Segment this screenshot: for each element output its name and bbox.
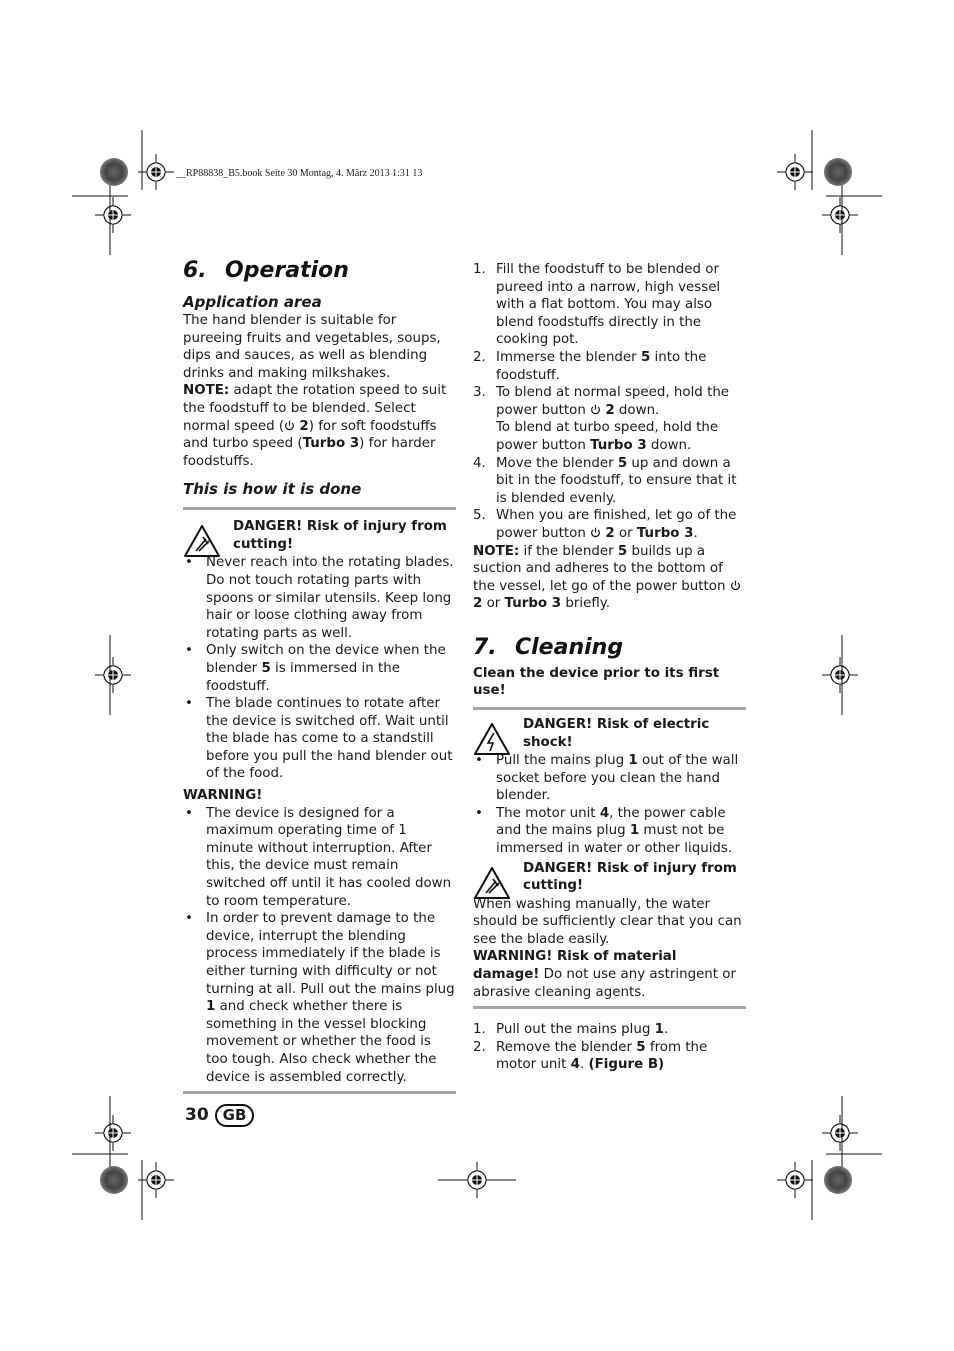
list-text: out of the wall socket before you clean the hand blender. (496, 753, 739, 804)
cut-hazard-icon (473, 866, 511, 900)
note-text: adapt the rotation speed to suit the foodstuff to be blended. Select normal speed ( (183, 383, 447, 434)
language-badge: GB (215, 1104, 255, 1127)
step-text: . (693, 525, 698, 541)
list-item: • The blade continues to rotate after the device is switched off. Wait until the blade has come to a standstill before you pull the hand blender out of the food. (183, 695, 456, 783)
step-item (473, 507, 746, 542)
note-text: ) for harder foodstuffs. (183, 436, 436, 469)
ref-5: 5 (617, 543, 628, 559)
ref-5: 5 (261, 660, 271, 676)
note-text: if the blender (519, 543, 618, 559)
section-7-heading (473, 635, 746, 661)
step-text: . (579, 1057, 589, 1073)
step-item (473, 384, 746, 454)
step-number: 3. (473, 385, 486, 401)
step-number: 5. (473, 508, 486, 524)
list-item: • Never reach into the rotating blades. Do not touch rotating parts with spoons or similar utensils. Keep long hair or loose clothing away from rotating parts as well. (183, 554, 456, 642)
divider (183, 1091, 456, 1094)
step-text: down. (614, 402, 660, 418)
electric-hazard-icon (473, 722, 511, 756)
list-text: In order to prevent damage to the device, interrupt the blending process immediately if the blade is either turning with difficulty or not turning at all. Pull out the mains plug (206, 911, 455, 997)
ref-5: 5 (617, 455, 628, 471)
danger-list (183, 554, 456, 783)
list-item (473, 805, 746, 858)
ref-turbo-3: Turbo 3 (590, 437, 647, 453)
step-text: Remove the blender (496, 1039, 637, 1055)
step-number: 2. (473, 349, 486, 365)
left-column (183, 258, 456, 1094)
ref-5: 5 (636, 1039, 646, 1055)
note-text: ) for soft foodstuffs and turbo speed ( (183, 418, 437, 452)
warning-list (183, 805, 456, 1087)
step-text: To blend at turbo speed, hold the power button (496, 420, 719, 453)
step-number: 2. (473, 1039, 486, 1055)
list-text: The motor unit (496, 805, 600, 821)
note-label: NOTE: (473, 543, 520, 559)
warning-label: WARNING! Risk of material damage! (473, 949, 677, 982)
step-text: up and down a bit in the foodstuff, to ensure that it is blended evenly. (496, 455, 737, 506)
list-text: is immersed in the foodstuff. (206, 660, 400, 694)
divider (183, 507, 456, 510)
step-text: Pull out the mains plug (496, 1022, 655, 1038)
ref-4: 4 (570, 1057, 580, 1073)
power-icon (590, 404, 601, 415)
divider (473, 707, 746, 710)
how-heading: This is how it is done (183, 480, 362, 499)
power-icon (590, 527, 601, 538)
section-6-heading (183, 258, 456, 284)
ref-2: 2 (299, 418, 309, 434)
power-icon (730, 580, 741, 591)
ref-turbo-3: Turbo 3 (504, 596, 562, 612)
ref-1: 1 (628, 753, 638, 769)
ref-5: 5 (640, 349, 651, 365)
step-item (473, 349, 746, 384)
warning-label: WARNING! (183, 788, 263, 804)
section-title: Operation (225, 258, 349, 283)
cut-text: When washing manually, the water should be sufficiently clear that you can see the blade easily. (473, 896, 742, 947)
figure-ref: (Figure B) (588, 1057, 665, 1073)
step-text: down. (646, 437, 692, 453)
step-text: To blend at normal speed, hold the power button (496, 385, 730, 418)
ref-turbo-3: Turbo 3 (302, 436, 360, 452)
cleaning-steps (473, 1021, 746, 1074)
ref-2: 2 (605, 525, 615, 541)
page-footer (185, 1104, 254, 1127)
ref-2: 2 (605, 402, 615, 418)
step-item (473, 261, 746, 349)
ref-1: 1 (654, 1022, 664, 1038)
step-text: into the foodstuff. (496, 349, 707, 383)
section-number: 7. (473, 634, 497, 660)
shock-list (473, 752, 746, 858)
ref-1: 1 (629, 823, 640, 839)
step-text: from the motor unit (496, 1039, 708, 1073)
step-text: or (614, 525, 637, 541)
step-text: When you are finished, let go of the power button (496, 508, 737, 541)
step-text: Immerse the blender (496, 349, 641, 365)
list-item: • The device is designed for a maximum operating time of 1 minute without interruption. After this, the device must remain switched off until it has cooled down to room temperature. (183, 805, 456, 911)
danger-label: DANGER! Risk of electric shock! (523, 717, 710, 750)
application-area-heading: Application area (183, 293, 322, 311)
list-item (183, 642, 456, 695)
ref-1: 1 (206, 999, 216, 1015)
list-item (473, 752, 746, 805)
step-number: 4. (473, 455, 486, 471)
operation-note (183, 382, 456, 470)
cut-hazard-icon (183, 524, 221, 558)
steps-note (473, 543, 746, 613)
ref-4: 4 (599, 805, 610, 821)
right-column (473, 261, 746, 1074)
list-text: , the power cable and the mains plug (496, 805, 726, 839)
note-text: or (482, 596, 505, 612)
step-item (473, 1021, 746, 1039)
danger-label: DANGER! Risk of injury from cutting! (233, 519, 447, 552)
step-item (473, 1039, 746, 1074)
cleaning-intro: Clean the device prior to its first use! (473, 665, 720, 699)
list-text: and check whether there is something in the vessel blocking movement or whether the food is too tough. Also check whether the device is assembled correctly. (206, 999, 437, 1085)
list-text: Only switch on the device when the blender (206, 643, 446, 676)
material-warning (473, 948, 746, 1001)
note-text: builds up a suction and adheres to the bottom of the vessel, let go of the power button (473, 543, 730, 594)
warning-text: Do not use any astringent or abrasive cleaning agents. (473, 967, 737, 1000)
operation-steps (473, 261, 746, 543)
ref-2: 2 (473, 596, 483, 612)
danger-label: DANGER! Risk of injury from cutting! (523, 860, 737, 894)
section-number: 6. (183, 258, 207, 283)
step-text: Move the blender (496, 455, 618, 471)
print-header: __RP88838_B5.book Seite 30 Montag, 4. März 2013 1:31 13 (176, 168, 423, 179)
ref-turbo-3: Turbo 3 (636, 525, 694, 541)
step-item (473, 455, 746, 508)
step-number: 1. (473, 1022, 486, 1038)
step-number: 1. (473, 262, 486, 277)
power-icon (284, 420, 295, 431)
note-label: NOTE: (183, 383, 230, 399)
danger-cut-warning (183, 518, 456, 554)
note-text: briefly. (561, 596, 611, 612)
list-item (183, 910, 456, 1086)
list-text: must not be immersed in water or other liquids. (496, 823, 733, 857)
page-number: 30 (185, 1105, 209, 1125)
danger-cut-warning (473, 860, 746, 896)
step-text: Fill the foodstuff to be blended or pureed into a narrow, high vessel with a flat bottom. You may also blend foodstuffs directly in the cooking pot. (496, 262, 721, 348)
application-area-text: The hand blender is suitable for pureeing fruits and vegetables, soups, dips and sauces, as well as blending drinks and making milkshakes. (183, 313, 441, 381)
step-text: . (663, 1022, 669, 1038)
section-title: Cleaning (515, 634, 624, 660)
divider (473, 1006, 746, 1009)
list-text: Pull the mains plug (496, 753, 629, 769)
danger-shock-warning (473, 716, 746, 752)
